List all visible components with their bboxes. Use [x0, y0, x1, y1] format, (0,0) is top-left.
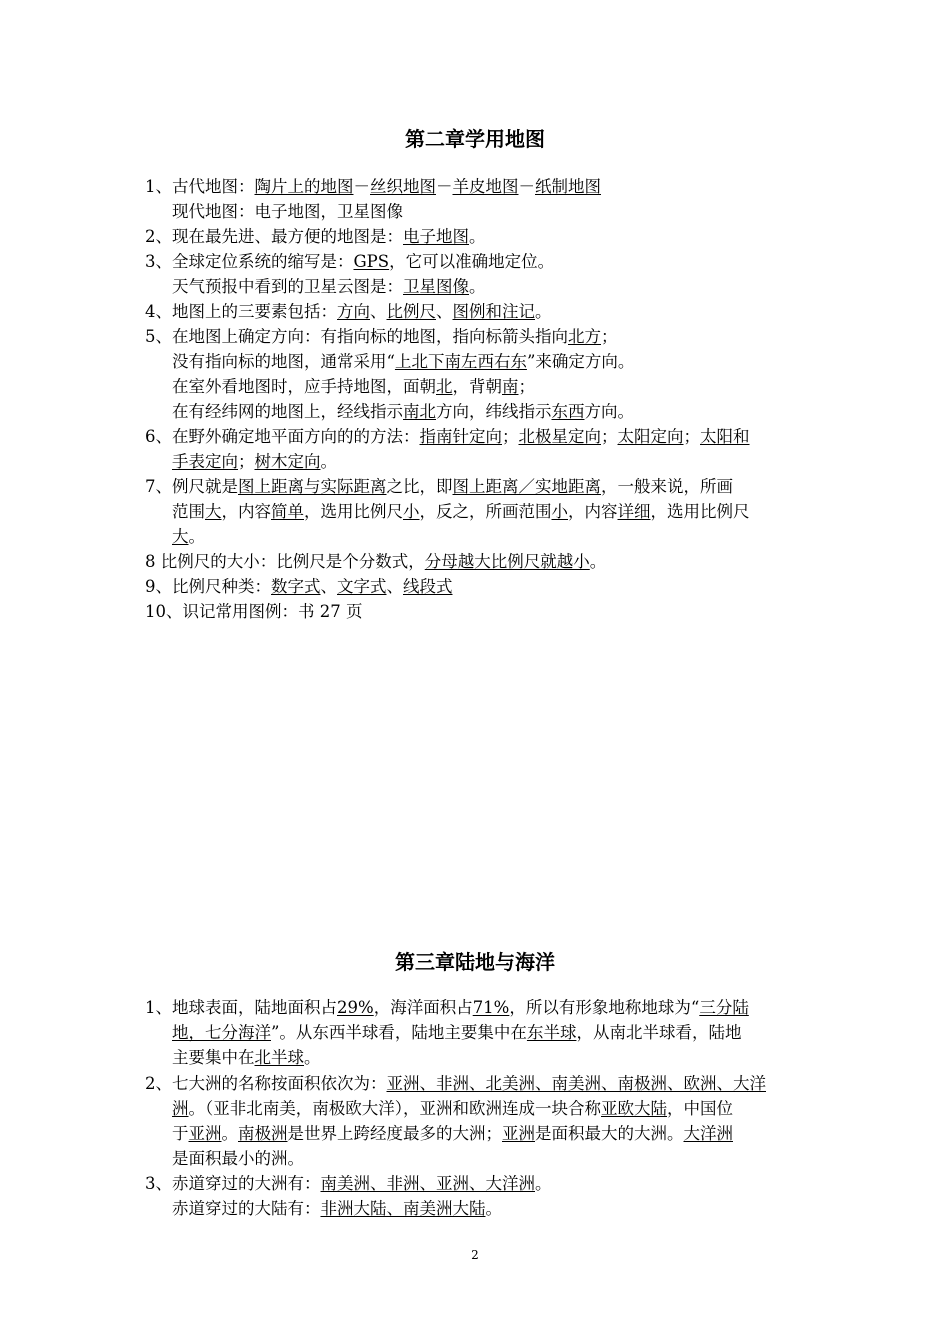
text-segment: 、: [320, 577, 337, 596]
text-segment: 范围: [172, 502, 205, 521]
text-segment: 、: [386, 577, 403, 596]
text-segment: ，一般来说，所画: [601, 477, 733, 496]
text-segment: 10、识记常用图例：书 27 页: [145, 602, 363, 621]
text-segment: ，中国位: [667, 1099, 733, 1118]
underlined-answer: GPS: [353, 252, 390, 271]
text-line: [145, 997, 749, 1019]
text-line: [145, 301, 552, 323]
text-segment: 、: [370, 302, 387, 321]
underlined-answer: 树木定向: [254, 452, 321, 471]
underlined-answer: 南美洲、非洲、亚洲、大洋洲: [320, 1174, 535, 1193]
text-segment: 在室外看地图时，应手持地图，面朝: [172, 377, 436, 396]
text-segment: ，选用比例尺: [650, 502, 750, 521]
underlined-answer: 北: [436, 377, 453, 396]
text-line: [172, 1198, 502, 1220]
underlined-answer: 东西: [551, 402, 585, 421]
underlined-answer: 北方: [568, 327, 601, 346]
text-line: [145, 576, 453, 598]
text-segment: 3、全球定位系统的缩写是：: [145, 252, 354, 271]
underlined-answer: 图上距离／实地距离: [452, 477, 601, 496]
text-segment: ，选用比例尺: [304, 502, 403, 521]
underlined-answer: 北半球: [254, 1048, 304, 1067]
text-line: [145, 601, 362, 623]
text-line: [145, 1073, 766, 1095]
text-segment: ，它可以准确地定位。: [389, 252, 555, 271]
text-line: [172, 351, 634, 373]
underlined-answer: 分母越大比例尺就越小: [424, 552, 590, 571]
underlined-answer: 上北下南左西右东: [394, 352, 527, 371]
underlined-answer: 亚欧大陆: [601, 1099, 667, 1118]
page-number: 2: [471, 1248, 479, 1262]
text-segment: 1、古代地图：: [145, 177, 255, 196]
text-line: [145, 251, 554, 273]
underlined-answer: 地，七分海洋: [172, 1023, 271, 1042]
text-segment: 3、赤道穿过的大洲有：: [145, 1174, 321, 1193]
text-segment: 7、例尺就是: [145, 477, 238, 496]
text-segment: 于: [172, 1124, 189, 1143]
underlined-answer: 非洲大陆、南美洲大陆: [320, 1199, 486, 1218]
text-line: [172, 526, 205, 548]
text-segment: 方向。: [584, 402, 634, 421]
text-segment: 5、在地图上确定方向：有指向标的地图，指向标箭头指向: [145, 327, 568, 346]
underlined-answer: 太阳定向: [617, 427, 684, 446]
text-line: [172, 501, 750, 523]
text-line: [145, 1173, 552, 1195]
underlined-answer: 电子地图: [403, 227, 469, 246]
text-line: [172, 401, 634, 423]
text-segment: ，海洋面积占: [373, 998, 473, 1017]
text-segment: 6、在野外确定地平面方向的的方法：: [145, 427, 420, 446]
text-segment: 9、比例尺种类：: [145, 577, 271, 596]
underlined-answer: 南极洲: [238, 1124, 288, 1143]
underlined-answer: 图例和注记: [452, 302, 535, 321]
text-segment: 是面积最大的大洲。: [535, 1124, 684, 1143]
underlined-answer: 亚洲、非洲、北美洲、南美洲、南极洲、欧洲、大洋: [386, 1074, 766, 1093]
text-segment: 4、地图上的三要素包括：: [145, 302, 337, 321]
text-line: [172, 451, 337, 473]
chapter-2-title: 第二章学用地图: [405, 127, 545, 151]
text-segment: 。: [485, 1199, 502, 1218]
text-line: [145, 476, 733, 498]
text-segment: 是世界上跨经度最多的大洲；: [287, 1124, 502, 1143]
text-segment: 天气预报中看到的卫星云图是：: [172, 277, 403, 296]
text-segment: ，所以有形象地称地球为“: [509, 998, 700, 1017]
underlined-answer: 小: [403, 502, 420, 521]
text-segment: 。: [320, 452, 337, 471]
text-segment: 。: [304, 1048, 321, 1067]
text-segment: 方向，纬线指示: [436, 402, 552, 421]
text-segment: 1、地球表面，陆地面积占: [145, 998, 337, 1017]
text-segment: 。（亚非北南美，南极欧大洋），亚洲和欧洲连成一块合称: [188, 1099, 601, 1118]
underlined-answer: 小: [551, 502, 568, 521]
underlined-answer: 简单: [271, 502, 304, 521]
text-segment: ，背朝: [452, 377, 502, 396]
text-line: [172, 1148, 304, 1170]
text-line: [172, 276, 486, 298]
text-line: [145, 326, 618, 348]
text-segment: ，内容: [568, 502, 618, 521]
text-segment: 。: [589, 552, 607, 571]
text-segment: ；: [683, 427, 700, 446]
text-segment: ，内容: [221, 502, 271, 521]
underlined-answer: 纸制地图: [535, 177, 601, 196]
underlined-answer: 南北: [403, 402, 436, 421]
underlined-answer: 方向: [337, 302, 370, 321]
text-segment: ；: [238, 452, 255, 471]
text-segment: 之比，即: [386, 477, 453, 496]
underlined-answer: 亚洲: [502, 1124, 535, 1143]
text-segment: 。: [535, 302, 552, 321]
underlined-answer: 南: [502, 377, 519, 396]
underlined-answer: 手表定向: [172, 452, 238, 471]
underlined-answer: 文字式: [337, 577, 387, 596]
underlined-answer: 比例尺: [386, 302, 436, 321]
text-line: [172, 1047, 321, 1069]
text-segment: 。: [469, 227, 486, 246]
underlined-answer: 29%: [337, 998, 374, 1017]
underlined-answer: 大洋洲: [683, 1124, 733, 1143]
text-segment: 2、七大洲的名称按面积依次为：: [145, 1074, 387, 1093]
text-line: [145, 426, 750, 448]
text-segment: ；: [601, 327, 618, 346]
text-segment: －: [518, 177, 535, 196]
text-segment: 。: [535, 1174, 552, 1193]
text-segment: 。: [469, 277, 486, 296]
text-segment: －: [353, 177, 370, 196]
text-segment: 在有经纬网的地图上，经线指示: [172, 402, 403, 421]
text-line: [172, 1098, 733, 1120]
text-segment: 现代地图：电子地图，卫星图像: [172, 202, 403, 221]
text-segment: 。: [188, 527, 205, 546]
underlined-answer: 数字式: [271, 577, 321, 596]
text-line: [172, 201, 403, 223]
underlined-answer: 卫星图像: [403, 277, 469, 296]
text-segment: 。: [221, 1124, 238, 1143]
underlined-answer: 指南针定向: [419, 427, 502, 446]
text-segment: 2、现在最先进、最方便的地图是：: [145, 227, 403, 246]
text-segment: ；: [601, 427, 618, 446]
text-line: [172, 1123, 733, 1145]
text-segment: ”。从东西半球看，陆地主要集中在: [271, 1023, 527, 1042]
underlined-answer: 陶片上的地图: [254, 177, 354, 196]
text-segment: ；: [518, 377, 535, 396]
underlined-answer: 丝织地图: [370, 177, 436, 196]
text-segment: ”来确定方向。: [526, 352, 635, 371]
text-line: [172, 376, 535, 398]
underlined-answer: 太阳和: [700, 427, 750, 446]
text-segment: ；: [502, 427, 519, 446]
text-segment: ，反之，所画范围: [419, 502, 552, 521]
text-segment: ，从南北半球看，陆地: [576, 1023, 742, 1042]
underlined-answer: 亚洲: [188, 1124, 222, 1143]
underlined-answer: 大: [205, 502, 222, 521]
text-segment: －: [436, 177, 453, 196]
underlined-answer: 羊皮地图: [452, 177, 519, 196]
text-segment: 、: [436, 302, 453, 321]
underlined-answer: 详细: [617, 502, 651, 521]
text-segment: 赤道穿过的大陆有：: [172, 1199, 321, 1218]
text-segment: 没有指向标的地图，通常采用“: [172, 352, 395, 371]
underlined-answer: 洲: [172, 1099, 189, 1118]
text-line: [172, 1022, 741, 1044]
underlined-answer: 东半球: [526, 1023, 577, 1042]
chapter-3-title: 第三章陆地与海洋: [395, 950, 555, 974]
text-line: [145, 551, 606, 573]
text-segment: 主要集中在: [172, 1048, 255, 1067]
text-line: [145, 176, 601, 198]
underlined-answer: 大: [172, 527, 189, 546]
text-segment: 8 比例尺的大小：比例尺是个分数式，: [145, 552, 425, 571]
underlined-answer: 71%: [472, 998, 510, 1017]
text-line: [145, 226, 486, 248]
underlined-answer: 三分陆: [699, 998, 749, 1017]
underlined-answer: 图上距离与实际距离: [238, 477, 387, 496]
underlined-answer: 线段式: [403, 577, 453, 596]
text-segment: 是面积最小的洲。: [172, 1149, 304, 1168]
underlined-answer: 北极星定向: [518, 427, 601, 446]
